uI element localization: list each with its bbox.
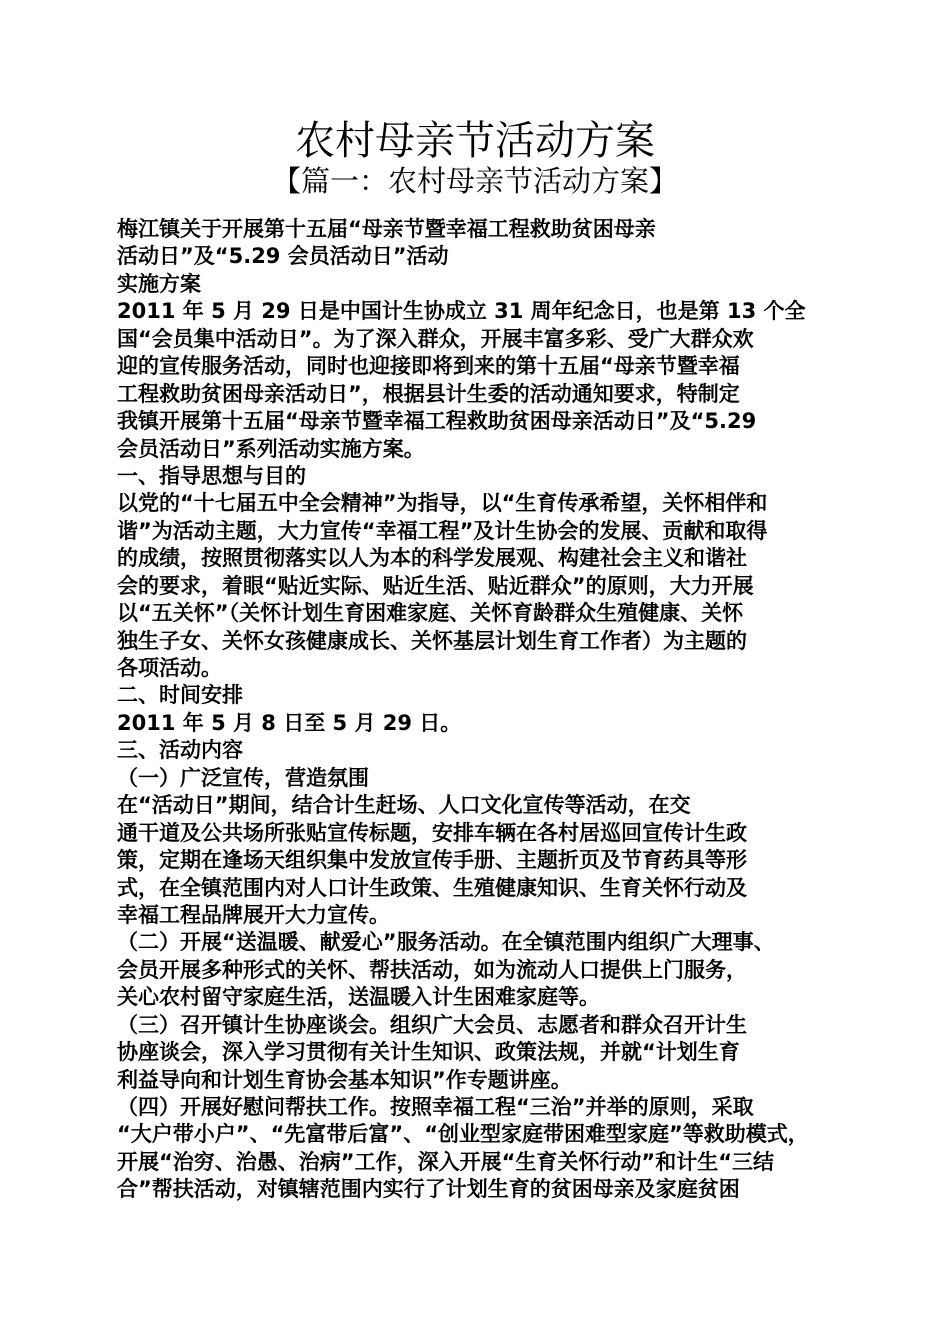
body-text-line: （二）开展“送温暖、献爱心”服务活动。在全镇范围内组织广大理事、 (117, 930, 775, 955)
body-text-line: “大户带小户”、“先富带后富”、“创业型家庭带困难型家庭”等救助模式， (117, 1122, 809, 1147)
body-text-line: 以党的“十七届五中全会精神”为指导，以“生育传承希望，关怀相伴和 (117, 491, 768, 516)
body-text-line: 关心农村留守家庭生活，送温暖入计生困难家庭等。 (117, 985, 600, 1010)
body-text-line: 合”帮扶活动，对镇辖范围内实行了计划生育的贫困母亲及家庭贫困 (117, 1177, 740, 1202)
body-text-line: 我镇开展第十五届“母亲节暨幸福工程救助贫困母亲活动日”及“5.29 (117, 409, 757, 434)
body-text-line: 会的要求，着眼“贴近实际、贴近生活、贴近群众”的原则，大力开展 (117, 573, 754, 598)
body-text-line: 在“活动日”期间，结合计生赶场、人口文化宣传等活动，在交 (117, 793, 691, 818)
body-text-line: 活动日”及“5.29 会员活动日”活动 (117, 244, 449, 269)
document-subtitle: 【篇一：农村母亲节活动方案】 (271, 164, 678, 198)
body-text-line: （三）召开镇计生协座谈会。组织广大会员、志愿者和群众召开计生 (117, 1012, 747, 1037)
body-text-line: 通干道及公共场所张贴宣传标题，安排车辆在各村居巡回宣传计生政 (117, 820, 747, 845)
body-text-line: 谐”为活动主题，大力宣传“幸福工程”及计生协会的发展、贡献和取得 (117, 518, 768, 543)
body-text-line: 会员开展多种形式的关怀、帮扶活动，如为流动人口提供上门服务， (117, 957, 747, 982)
body-text-line: 协座谈会，深入学习贯彻有关计生知识、政策法规，并就“计划生育 (117, 1040, 740, 1065)
body-text-line: 开展“治穷、治愚、治病”工作，深入开展“生育关怀行动”和计生“三结 (117, 1149, 775, 1174)
body-text-line: 二、时间安排 (117, 683, 243, 708)
body-text-line: 2011 年 5 月 8 日至 5 月 29 日。 (117, 710, 462, 735)
body-text-line: 独生子女、关怀女孩健康成长、关怀基层计划生育工作者）为主题的 (117, 628, 747, 653)
body-text-line: 2011 年 5 月 29 日是中国计生协成立 31 周年纪念日，也是第 13 个全 (117, 299, 806, 324)
body-text-line: 以“五关怀”（关怀计划生育困难家庭、关怀育龄群众生殖健康、关怀 (117, 601, 744, 626)
body-text-line: 工程救助贫困母亲活动日”，根据县计生委的活动通知要求，特制定 (117, 381, 740, 406)
body-text-line: 各项活动。 (117, 656, 222, 680)
body-text-line: 利益导向和计划生育协会基本知识”作专题讲座。 (117, 1067, 572, 1092)
body-text-line: 式，在全镇范围内对人口计生政策、生殖健康知识、生育关怀行动及 (117, 875, 747, 900)
body-text-line: （四）开展好慰问帮扶工作。按照幸福工程“三治”并举的原则，采取 (117, 1095, 754, 1119)
body-text-line: 迎的宣传服务活动，同时也迎接即将到来的第十五届“母亲节暨幸福 (117, 354, 740, 379)
body-text-line: 实施方案 (117, 271, 201, 296)
document-body (117, 216, 847, 1204)
body-text-line: 会员活动日”系列活动实施方案。 (117, 436, 425, 461)
body-text-line: 幸福工程品牌展开大力宣传。 (117, 902, 390, 927)
body-text-line: 策，定期在逢场天组织集中发放宣传手册、主题折页及节育药具等形 (117, 848, 747, 873)
body-text-line: （一）广泛宣传，营造氛围 (117, 765, 369, 790)
body-text-line: 一、指导思想与目的 (117, 463, 306, 488)
body-text-line: 国“会员集中活动日”。为了深入群众，开展丰富多彩、受广大群众欢 (117, 326, 754, 351)
body-text-line: 梅江镇关于开展第十五届“母亲节暨幸福工程救助贫困母亲 (117, 217, 656, 241)
document-title: 农村母亲节活动方案 (295, 118, 655, 164)
body-text-line: 的成绩，按照贯彻落实以人为本的科学发展观、构建社会主义和谐社 (117, 546, 747, 571)
body-text-line: 三、活动内容 (117, 738, 243, 763)
